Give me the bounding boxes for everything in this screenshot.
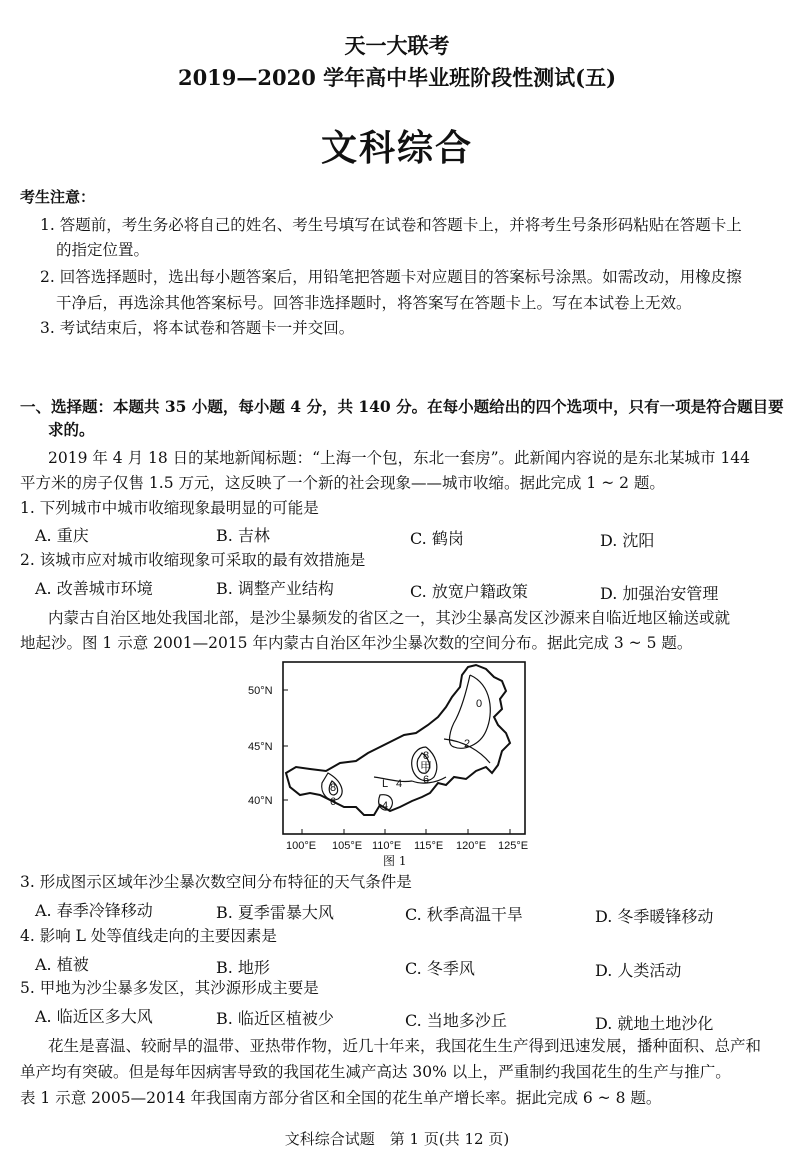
lon-label-100: 100°E [286, 840, 317, 852]
question-2-option-d: D. 加强治安管理 [600, 584, 719, 603]
passage-3-line-3: 表 1 示意 2005—2014 年我国南方部分省区和全国的花生单产增长率。据此完成 6 ~ 8 题。 [20, 1089, 662, 1107]
question-5-stem: 5. 甲地为沙尘暴多发区，其沙源形成主要是 [20, 979, 319, 997]
contour-label-4-mid: 4 [396, 778, 403, 790]
exam-title: 2019—2020 学年高中毕业班阶段性测试(五) [177, 65, 617, 90]
notice-item-2-cont: 干净后，再选涂其他答案标号。回答非选择题时，将答案写在答题卡上。写在本试卷上无效。 [56, 294, 692, 312]
contour-label-8-east: 8 [423, 750, 430, 762]
point-L-label: L [382, 778, 389, 790]
question-2-stem: 2. 该城市应对城市收缩现象可采取的最有效措施是 [20, 551, 366, 569]
question-5-option-c: C. 当地多沙丘 [405, 1011, 507, 1030]
page-footer: 文科综合试题 第 1 页(共 12 页) [284, 1130, 510, 1148]
subject-title: 文科综合 [320, 127, 473, 169]
lon-label-115: 115°E [414, 840, 444, 852]
question-3-option-a: A. 春季冷锋移动 [35, 901, 153, 920]
contour-label-8-west: 8 [330, 782, 337, 794]
passage-2-line-1: 内蒙古自治区地处我国北部，是沙尘暴频发的省区之一，其沙尘暴高发区沙源来自临近地区输送或就 [48, 609, 731, 627]
question-3-option-c: C. 秋季高温干旱 [405, 905, 523, 924]
question-2-option-a: A. 改善城市环境 [35, 579, 153, 598]
question-5-option-a: A. 临近区多大风 [35, 1007, 153, 1026]
question-4-stem: 4. 影响 L 处等值线走向的主要因素是 [20, 927, 277, 945]
question-3-stem: 3. 形成图示区域年沙尘暴次数空间分布特征的天气条件是 [20, 873, 412, 891]
question-3-option-b: B. 夏季雷暴大风 [216, 903, 334, 922]
question-5-option-d: D. 就地土地沙化 [595, 1014, 714, 1033]
section-1-title-cont: 求的。 [48, 420, 95, 439]
question-3-option-d: D. 冬季暖锋移动 [595, 907, 714, 926]
question-1-option-b: B. 吉林 [216, 526, 270, 545]
passage-1-line-1: 2019 年 4 月 18 日的某地新闻标题：“上海一个包，东北一套房”。此新闻内容说的是东北某城市 144 [48, 449, 751, 467]
question-4-option-d: D. 人类活动 [595, 961, 682, 980]
notice-heading: 考生注意： [20, 188, 96, 206]
question-2-option-c: C. 放宽户籍政策 [410, 582, 528, 601]
question-1-option-c: C. 鹤岗 [410, 529, 464, 548]
contour-label-4-south: 4 [382, 800, 389, 812]
question-4-option-b: B. 地形 [216, 958, 270, 977]
contour-label-6-west: 6 [330, 796, 337, 808]
lon-label-110: 110°E [372, 840, 402, 852]
notice-item-3: 3. 考试结束后，将本试卷和答题卡一并交回。 [40, 319, 355, 337]
contour-label-2: 2 [464, 738, 471, 750]
lon-label-120: 120°E [456, 840, 487, 852]
question-1-option-d: D. 沈阳 [600, 531, 655, 550]
figure-1-caption: 图 1 [383, 854, 407, 868]
lon-label-105: 105°E [332, 840, 363, 852]
contour-label-0: 0 [476, 698, 483, 710]
passage-1-line-2: 平方米的房子仅售 1.5 万元，这反映了一个新的社会现象——城市收缩。据此完成 1 ~ 2 题。 [20, 474, 665, 492]
figure-1-map [240, 655, 540, 870]
notice-item-2: 2. 回答选择题时，选出每小题答案后，用铅笔把答题卡对应题目的答案标号涂黑。如需改动，用橡皮擦 [40, 268, 742, 286]
lon-label-125: 125°E [498, 840, 529, 852]
lat-label-40: 40°N [248, 795, 273, 807]
question-5-option-b: B. 临近区植被少 [216, 1009, 334, 1028]
notice-item-1-cont: 的指定位置。 [56, 241, 150, 259]
point-jia-label: 甲 [420, 760, 433, 774]
question-4-option-a: A. 植被 [35, 955, 89, 974]
question-2-option-b: B. 调整产业结构 [216, 579, 334, 598]
lat-label-50: 50°N [248, 685, 273, 697]
notice-item-1: 1. 答题前，考生务必将自己的姓名、考生号填写在试卷和答题卡上，并将考生号条形码粘贴在答题卡上 [40, 216, 742, 234]
passage-3-line-1: 花生是喜温、较耐旱的温带、亚热带作物，近几十年来，我国花生生产得到迅速发展，播种面积、总产和 [48, 1037, 762, 1055]
map-frame [283, 662, 525, 834]
lat-label-45: 45°N [248, 741, 273, 753]
contour-label-6-east: 6 [423, 774, 430, 786]
question-1-option-a: A. 重庆 [35, 526, 89, 545]
section-1-title: 一、选择题：本题共 35 小题，每小题 4 分，共 140 分。在每小题给出的四个选项中，只有一项是符合题目要 [20, 397, 784, 416]
passage-3-line-2: 单产均有突破。但是每年因病害导致的我国花生减产高达 30% 以上，严重制约我国花生的生产与推广。 [20, 1063, 731, 1081]
question-4-option-c: C. 冬季风 [405, 959, 475, 978]
question-1-stem: 1. 下列城市中城市收缩现象最明显的可能是 [20, 499, 319, 517]
exam-org-title: 天一大联考 [344, 33, 450, 58]
passage-2-line-2: 地起沙。图 1 示意 2001—2015 年内蒙古自治区年沙尘暴次数的空间分布。据此完成 3 ~ 5 题。 [20, 634, 693, 652]
